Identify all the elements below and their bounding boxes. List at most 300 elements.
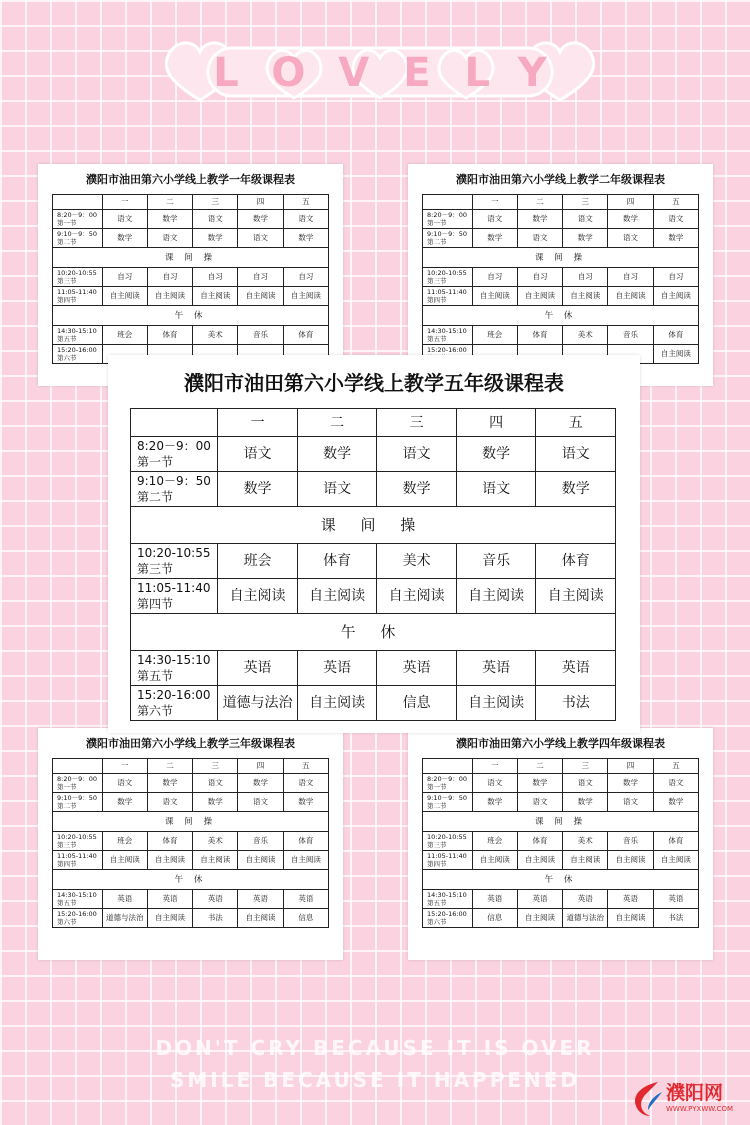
- subject-cell: 自主阅读: [283, 287, 328, 306]
- logo-swoosh-icon: [628, 1078, 664, 1120]
- subject-cell: 自主阅读: [147, 851, 192, 870]
- period-row: [423, 229, 699, 248]
- subject-cell: 语文: [456, 472, 536, 507]
- subject-cell: 数学: [283, 229, 328, 248]
- period-time-line: 第六节: [427, 918, 447, 926]
- period-row: [53, 793, 329, 812]
- subject-cell: 英语: [283, 890, 328, 909]
- break-row: [53, 306, 329, 326]
- subject-cell: 体育: [297, 544, 377, 579]
- day-header: 五: [283, 759, 328, 774]
- day-header: 一: [102, 195, 147, 210]
- subject-cell: 自主阅读: [193, 287, 238, 306]
- subject-cell: 自主阅读: [536, 579, 616, 614]
- break-label: 课 间 操: [423, 248, 699, 268]
- subject-cell: 自习: [563, 268, 608, 287]
- period-time: [423, 229, 473, 248]
- day-header: 三: [377, 409, 457, 437]
- subject-cell: 自习: [608, 268, 653, 287]
- period-time: [423, 210, 473, 229]
- schedule-card-grade1: [38, 164, 343, 386]
- period-row: [131, 651, 616, 686]
- day-header: 二: [517, 759, 562, 774]
- corner-cell: [131, 409, 218, 437]
- subject-cell: 美术: [377, 544, 457, 579]
- period-time: [131, 579, 218, 614]
- subject-cell: 自习: [653, 268, 698, 287]
- subject-cell: 语文: [472, 210, 517, 229]
- subject-cell: 英语: [536, 651, 616, 686]
- period-row: [131, 472, 616, 507]
- day-header: 二: [147, 195, 192, 210]
- period-time: [131, 686, 218, 721]
- schedule-table: [130, 408, 616, 721]
- subject-cell: 音乐: [608, 832, 653, 851]
- break-row: [131, 507, 616, 544]
- period-time-line: 10:20-10:55: [57, 833, 97, 841]
- subject-cell: 英语: [472, 890, 517, 909]
- period-time-line: 第一节: [57, 219, 77, 227]
- break-row: [53, 812, 329, 832]
- period-time: [53, 890, 103, 909]
- schedule-card-grade4: [408, 728, 713, 960]
- subject-cell: 数学: [472, 793, 517, 812]
- subject-cell: 自主阅读: [147, 909, 192, 928]
- subject-cell: 数学: [147, 774, 192, 793]
- subject-cell: 体育: [283, 832, 328, 851]
- period-time: [53, 774, 103, 793]
- subject-cell: 数学: [517, 774, 562, 793]
- period-row: [53, 890, 329, 909]
- subject-cell: 美术: [193, 326, 238, 345]
- subject-cell: 道德与法治: [102, 909, 147, 928]
- subject-cell: 自习: [102, 268, 147, 287]
- subject-cell: 自主阅读: [517, 909, 562, 928]
- subject-cell: 自主阅读: [563, 287, 608, 306]
- subject-cell: 语文: [608, 229, 653, 248]
- subject-cell: 班会: [218, 544, 298, 579]
- break-row: [423, 306, 699, 326]
- period-row: [53, 851, 329, 870]
- subject-cell: 数学: [218, 472, 298, 507]
- subject-cell: 自主阅读: [238, 909, 283, 928]
- period-time-line: 第四节: [57, 296, 77, 304]
- day-header: 四: [608, 759, 653, 774]
- break-row: [423, 870, 699, 890]
- period-time-line: 第二节: [137, 490, 174, 504]
- logo-url: WWW.PYXWW.COM: [666, 1105, 734, 1113]
- period-time: [53, 832, 103, 851]
- subject-cell: 英语: [608, 890, 653, 909]
- subject-cell: 自主阅读: [238, 851, 283, 870]
- subject-cell: 自习: [283, 268, 328, 287]
- subject-cell: 语文: [218, 437, 298, 472]
- period-time-line: 第五节: [57, 335, 77, 343]
- period-time-line: 第五节: [427, 899, 447, 907]
- subject-cell: 数学: [147, 210, 192, 229]
- period-time: [423, 268, 473, 287]
- subject-cell: 英语: [456, 651, 536, 686]
- day-header: 三: [193, 195, 238, 210]
- schedule-title: 濮阳市油田第六小学线上教学五年级课程表: [184, 371, 564, 395]
- period-time-line: 11:05-11:40: [57, 288, 97, 296]
- period-time-line: 14:30-15:10: [427, 327, 467, 335]
- period-row: [423, 851, 699, 870]
- period-row: [53, 774, 329, 793]
- subject-cell: 英语: [517, 890, 562, 909]
- subject-cell: 数学: [193, 229, 238, 248]
- subject-cell: 数学: [193, 793, 238, 812]
- period-time-line: 9:10－9：50: [427, 794, 468, 802]
- subject-cell: 自主阅读: [297, 579, 377, 614]
- subject-cell: 自主阅读: [472, 287, 517, 306]
- lovely-banner: [160, 38, 600, 108]
- period-time: [53, 909, 103, 928]
- period-time-line: 第三节: [57, 277, 77, 285]
- day-header: 四: [238, 759, 283, 774]
- period-time-line: 第六节: [57, 354, 77, 362]
- subject-cell: 道德与法治: [563, 909, 608, 928]
- period-time: [53, 326, 103, 345]
- header-row: [53, 759, 329, 774]
- subject-cell: 语文: [283, 210, 328, 229]
- break-label: 课 间 操: [53, 248, 329, 268]
- period-row: [53, 909, 329, 928]
- subject-cell: 信息: [377, 686, 457, 721]
- subject-cell: 班会: [102, 326, 147, 345]
- period-row: [53, 210, 329, 229]
- header-row: [423, 195, 699, 210]
- subject-cell: 美术: [563, 832, 608, 851]
- subject-cell: 英语: [563, 890, 608, 909]
- subject-cell: 班会: [102, 832, 147, 851]
- break-row: [423, 248, 699, 268]
- header-row: [423, 759, 699, 774]
- day-header: 四: [608, 195, 653, 210]
- subject-cell: 语文: [472, 774, 517, 793]
- subject-cell: 自主阅读: [517, 287, 562, 306]
- period-time: [423, 326, 473, 345]
- subject-cell: 自习: [147, 268, 192, 287]
- subject-cell: 道德与法治: [218, 686, 298, 721]
- site-logo: [628, 1078, 744, 1120]
- day-header: 一: [472, 195, 517, 210]
- day-header: 二: [517, 195, 562, 210]
- subject-cell: 体育: [653, 832, 698, 851]
- period-time-line: 第一节: [57, 783, 77, 791]
- schedule-table: [422, 194, 699, 364]
- subject-cell: 语文: [297, 472, 377, 507]
- subject-cell: 自主阅读: [608, 909, 653, 928]
- subject-cell: 语文: [238, 793, 283, 812]
- period-time-line: 8:20－9：00: [137, 439, 211, 453]
- day-header: 一: [102, 759, 147, 774]
- period-time: [423, 774, 473, 793]
- period-row: [53, 287, 329, 306]
- period-time-line: 第四节: [427, 296, 447, 304]
- subject-cell: 书法: [653, 909, 698, 928]
- period-time-line: 14:30-15:10: [137, 653, 211, 667]
- subject-cell: 语文: [283, 774, 328, 793]
- subject-cell: 自主阅读: [377, 579, 457, 614]
- subject-cell: 自习: [517, 268, 562, 287]
- period-row: [423, 774, 699, 793]
- period-time-line: 11:05-11:40: [57, 852, 97, 860]
- subject-cell: 自习: [238, 268, 283, 287]
- subject-cell: 班会: [472, 326, 517, 345]
- break-row: [53, 248, 329, 268]
- day-header: 五: [536, 409, 616, 437]
- period-row: [423, 832, 699, 851]
- schedule-title: 濮阳市油田第六小学线上教学一年级课程表: [86, 173, 295, 186]
- period-time: [131, 651, 218, 686]
- subject-cell: 数学: [517, 210, 562, 229]
- period-row: [53, 229, 329, 248]
- period-time-line: 第二节: [427, 238, 447, 246]
- period-time-line: 第五节: [57, 899, 77, 907]
- schedule-title: 濮阳市油田第六小学线上教学四年级课程表: [456, 737, 665, 750]
- subject-cell: 语文: [536, 437, 616, 472]
- subject-cell: 体育: [147, 326, 192, 345]
- period-time-line: 10:20-10:55: [427, 833, 467, 841]
- period-time-line: 第一节: [427, 219, 447, 227]
- schedule-card-grade2: [408, 164, 713, 386]
- header-row: [131, 409, 616, 437]
- period-row: [53, 832, 329, 851]
- subject-cell: 自主阅读: [456, 686, 536, 721]
- period-time: [53, 345, 103, 364]
- subject-cell: 自主阅读: [472, 851, 517, 870]
- subject-cell: 自主阅读: [653, 345, 698, 364]
- subject-cell: 语文: [193, 210, 238, 229]
- subject-cell: 自主阅读: [456, 579, 536, 614]
- period-time-line: 11:05-11:40: [137, 581, 211, 595]
- period-time-line: 14:30-15:10: [427, 891, 467, 899]
- subject-cell: 自主阅读: [653, 851, 698, 870]
- period-time-line: 第二节: [57, 238, 77, 246]
- break-row: [53, 870, 329, 890]
- period-time-line: 15:20-16:00: [427, 346, 467, 354]
- subject-cell: 自主阅读: [102, 287, 147, 306]
- subject-cell: 语文: [653, 210, 698, 229]
- period-time: [423, 909, 473, 928]
- period-row: [53, 326, 329, 345]
- subject-cell: 自习: [193, 268, 238, 287]
- logo-name: 濮阳网: [666, 1082, 724, 1104]
- subject-cell: 体育: [517, 832, 562, 851]
- subject-cell: 语文: [193, 774, 238, 793]
- subject-cell: 英语: [193, 890, 238, 909]
- period-time: [131, 544, 218, 579]
- period-time-line: 10:20-10:55: [57, 269, 97, 277]
- subject-cell: 音乐: [238, 326, 283, 345]
- period-row: [423, 909, 699, 928]
- period-time-line: 8:20－9：00: [57, 775, 98, 783]
- break-label: 课 间 操: [53, 812, 329, 832]
- day-header: 五: [283, 195, 328, 210]
- period-time-line: 14:30-15:10: [57, 891, 97, 899]
- subject-cell: 自习: [472, 268, 517, 287]
- corner-cell: [53, 759, 103, 774]
- schedule-card-grade3: [38, 728, 343, 960]
- period-time-line: 第二节: [57, 802, 77, 810]
- day-header: 三: [563, 759, 608, 774]
- subject-cell: 体育: [653, 326, 698, 345]
- period-row: [423, 287, 699, 306]
- subject-cell: 书法: [193, 909, 238, 928]
- subject-cell: 自主阅读: [238, 287, 283, 306]
- subject-cell: 数学: [653, 793, 698, 812]
- subject-cell: 体育: [517, 326, 562, 345]
- day-header: 二: [297, 409, 377, 437]
- period-time-line: 第二节: [427, 802, 447, 810]
- period-row: [131, 579, 616, 614]
- break-label: 课 间 操: [131, 507, 616, 544]
- break-label: 午 休: [423, 306, 699, 326]
- period-row: [131, 686, 616, 721]
- subject-cell: 语文: [147, 229, 192, 248]
- period-time: [131, 472, 218, 507]
- subject-cell: 体育: [283, 326, 328, 345]
- break-label: 课 间 操: [423, 812, 699, 832]
- period-time-line: 15:20-16:00: [57, 910, 97, 918]
- period-time: [423, 793, 473, 812]
- subject-cell: 自主阅读: [517, 851, 562, 870]
- subject-cell: 数学: [653, 229, 698, 248]
- subject-cell: 语文: [563, 210, 608, 229]
- subject-cell: 语文: [377, 437, 457, 472]
- subject-cell: 语文: [517, 793, 562, 812]
- period-row: [131, 437, 616, 472]
- subject-cell: 英语: [102, 890, 147, 909]
- subject-cell: 数学: [102, 229, 147, 248]
- period-row: [423, 210, 699, 229]
- period-time-line: 第一节: [427, 783, 447, 791]
- quote-line-2: SMILE BECAUSE IT HAPPENED: [169, 1068, 581, 1092]
- period-time-line: 第六节: [57, 918, 77, 926]
- subject-cell: 英语: [653, 890, 698, 909]
- period-row: [423, 793, 699, 812]
- subject-cell: 语文: [102, 774, 147, 793]
- subject-cell: 自主阅读: [563, 851, 608, 870]
- period-time-line: 11:05-11:40: [427, 288, 467, 296]
- schedule-card-grade5: [108, 355, 640, 733]
- period-row: [423, 268, 699, 287]
- banner-title: LOVELY: [213, 50, 581, 96]
- day-header: 五: [653, 759, 698, 774]
- day-header: 五: [653, 195, 698, 210]
- corner-cell: [423, 759, 473, 774]
- break-row: [131, 614, 616, 651]
- subject-cell: 英语: [218, 651, 298, 686]
- period-time-line: 9:10－9：50: [57, 230, 98, 238]
- period-time: [423, 832, 473, 851]
- schedule-table: [422, 758, 699, 928]
- break-label: 午 休: [423, 870, 699, 890]
- period-time-line: 15:20-16:00: [427, 910, 467, 918]
- period-time: [131, 437, 218, 472]
- subject-cell: 英语: [147, 890, 192, 909]
- period-row: [131, 544, 616, 579]
- break-label: 午 休: [53, 306, 329, 326]
- subject-cell: 数学: [536, 472, 616, 507]
- corner-cell: [53, 195, 103, 210]
- day-header: 四: [238, 195, 283, 210]
- schedule-table: [52, 194, 329, 364]
- break-row: [423, 812, 699, 832]
- subject-cell: 自主阅读: [218, 579, 298, 614]
- subject-cell: 数学: [456, 437, 536, 472]
- break-label: 午 休: [131, 614, 616, 651]
- subject-cell: 自主阅读: [608, 287, 653, 306]
- subject-cell: 语文: [238, 229, 283, 248]
- period-time: [423, 890, 473, 909]
- subject-cell: 数学: [377, 472, 457, 507]
- subject-cell: 书法: [536, 686, 616, 721]
- subject-cell: 自主阅读: [102, 851, 147, 870]
- subject-cell: 数学: [608, 774, 653, 793]
- period-time-line: 10:20-10:55: [137, 546, 211, 560]
- subject-cell: 体育: [147, 832, 192, 851]
- day-header: 一: [472, 759, 517, 774]
- subject-cell: 自主阅读: [608, 851, 653, 870]
- period-time: [423, 851, 473, 870]
- subject-cell: 音乐: [608, 326, 653, 345]
- period-time: [53, 851, 103, 870]
- subject-cell: 英语: [297, 651, 377, 686]
- period-time: [53, 268, 103, 287]
- period-time-line: 8:20－9：00: [427, 211, 468, 219]
- period-row: [423, 890, 699, 909]
- day-header: 二: [147, 759, 192, 774]
- subject-cell: 数学: [283, 793, 328, 812]
- corner-cell: [423, 195, 473, 210]
- subject-cell: 信息: [472, 909, 517, 928]
- period-time: [53, 793, 103, 812]
- period-time-line: 9:10－9：50: [427, 230, 468, 238]
- schedule-title: 濮阳市油田第六小学线上教学二年级课程表: [456, 173, 665, 186]
- quote-line-1: DON'T CRY BECAUSE IT IS OVER: [155, 1036, 595, 1060]
- subject-cell: 体育: [536, 544, 616, 579]
- subject-cell: 语文: [102, 210, 147, 229]
- schedule-table: [52, 758, 329, 928]
- subject-cell: 数学: [297, 437, 377, 472]
- period-time-line: 15:20-16:00: [137, 688, 211, 702]
- period-row: [423, 326, 699, 345]
- period-time-line: 第一节: [137, 455, 174, 469]
- subject-cell: 信息: [283, 909, 328, 928]
- period-time-line: 9:10－9：50: [137, 474, 211, 488]
- day-header: 三: [193, 759, 238, 774]
- subject-cell: 音乐: [238, 832, 283, 851]
- subject-cell: 语文: [563, 774, 608, 793]
- subject-cell: 语文: [608, 793, 653, 812]
- period-time-line: 第五节: [427, 335, 447, 343]
- subject-cell: 音乐: [456, 544, 536, 579]
- subject-cell: 数学: [238, 210, 283, 229]
- period-time-line: 15:20-16:00: [57, 346, 97, 354]
- period-time-line: 第五节: [137, 669, 174, 683]
- period-time: [423, 287, 473, 306]
- subject-cell: 美术: [563, 326, 608, 345]
- subject-cell: 语文: [517, 229, 562, 248]
- subject-cell: 自主阅读: [283, 851, 328, 870]
- subject-cell: 自主阅读: [193, 851, 238, 870]
- subject-cell: 自主阅读: [297, 686, 377, 721]
- subject-cell: 自主阅读: [147, 287, 192, 306]
- period-time: [53, 229, 103, 248]
- period-time-line: 第四节: [57, 860, 77, 868]
